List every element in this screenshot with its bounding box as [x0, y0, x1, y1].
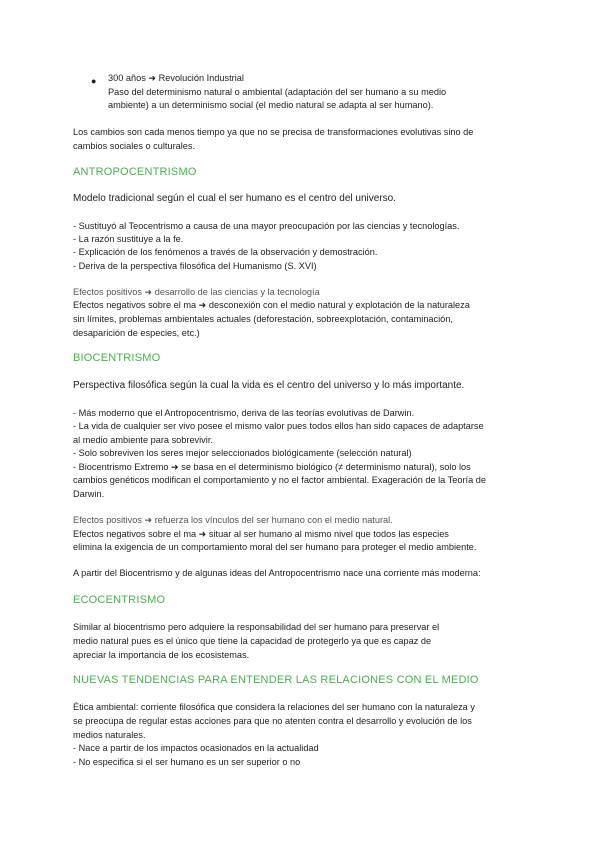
biocentrismo-closing: A partir del Biocentrismo y de algunas ideas del Antropocentrismo nace una corriente más moderna: [73, 568, 481, 578]
list-item: al medio ambiente para sobrevivir. [73, 435, 213, 445]
effects-negative-line: elimina la exigencia de un comportamiento moral del ser humano para proteger el medio ambiente. [73, 542, 477, 552]
heading-nuevas-tendencias: NUEVAS TENDENCIAS PARA ENTENDER LAS RELACIONES CON EL MEDIO [73, 674, 479, 686]
ecocentrismo-line: Similar al biocentrismo pero adquiere la responsabilidad del ser humano para preservar el [73, 622, 440, 632]
list-item: - Sustituyó al Teocentrismo a causa de una mayor preocupación por las ciencias y tecnologías. [73, 221, 460, 231]
antropocentrismo-lead: Modelo tradicional según el cual el ser humano es el centro del universo. [73, 193, 396, 204]
effects-negative-line: desaparición de especies, etc.) [73, 328, 200, 338]
effects-negative-line: Efectos negativos sobre el ma ➜ desconexión con el medio natural y explotación de la naturaleza [73, 300, 470, 310]
nuevas-line: medios naturales. [73, 730, 146, 740]
effects-positive: Efectos positivos ➜ desarrollo de las ciencias y la tecnología [73, 287, 320, 297]
list-item: - La vida de cualquier ser vivo posee el mismo valor pues todos ellos han sido capaces de adaptarse [73, 421, 484, 431]
nuevas-line: Ética ambiental: corriente filosófica que considera la relaciones del ser humano con la naturaleza y [73, 702, 475, 712]
list-item: - La razón sustituye a la fe. [73, 234, 184, 244]
list-item: Darwin. [73, 489, 105, 499]
biocentrismo-lead: Perspectiva filosófica según la cual la vida es el centro del universo y lo más importante. [73, 380, 465, 391]
effects-positive: Efectos positivos ➜ refuerza los vínculos del ser humano con el medio natural. [73, 515, 393, 525]
list-item: - Biocentrismo Extremo ➜ se basa en el determinismo biológico (≠ determinismo natural), solo los [73, 462, 471, 472]
heading-antropocentrismo: ANTROPOCENTRISMO [73, 166, 197, 178]
list-item: - Explicación de los fenómenos a través de la observación y demostración. [73, 247, 378, 257]
bullet-dot: ● [91, 76, 97, 86]
bullet-title: 300 años ➜ Revolución Industrial [108, 73, 244, 83]
nuevas-line: - No especifica si el ser humano es un ser superior o no [73, 757, 301, 767]
list-item: - Deriva de la perspectiva filosófica del Humanismo (S. XVI) [73, 261, 317, 271]
nuevas-line: se preocupa de regular estas acciones para que no atenten contra el desarrollo y evolución de los [73, 716, 472, 726]
heading-ecocentrismo: ECOCENTRISMO [73, 594, 166, 606]
nuevas-line: - Nace a partir de los impactos ocasionados en la actualidad [73, 743, 319, 753]
bullet-line: ambiente) a un determinismo social (el medio natural se adapta al ser humano). [108, 100, 434, 110]
heading-biocentrismo: BIOCENTRISMO [73, 352, 161, 364]
ecocentrismo-line: medio natural pues es el único que tiene la capacidad de protegerlo ya que es capaz de [73, 636, 432, 646]
list-item: cambios genéticos modifican el comportamiento y no el factor ambiental. Exageración de la Teoría de [73, 475, 486, 485]
bullet-line: Paso del determinismo natural o ambiental (adaptación del ser humano a su medio [108, 87, 447, 97]
list-item: - Más moderno que el Antropocentrismo, deriva de las teorías evolutivas de Darwin. [73, 408, 415, 418]
effects-negative-line: sin límites, problemas ambientales actuales (deforestación, sobreexplotación, contaminación, [73, 314, 453, 324]
effects-negative-line: Efectos negativos sobre el ma ➜ situar al ser humano al mismo nivel que todos las especies [73, 529, 449, 539]
ecocentrismo-line: apreciar la importancia de los ecosistemas. [73, 650, 250, 660]
list-item: - Solo sobreviven los seres mejor seleccionados biológicamente (selección natural) [73, 448, 412, 458]
intro-paragraph-line: cambios sociales o culturales. [73, 141, 196, 151]
intro-paragraph-line: Los cambios son cada menos tiempo ya que no se precisa de transformaciones evolutivas sino de [73, 127, 474, 137]
